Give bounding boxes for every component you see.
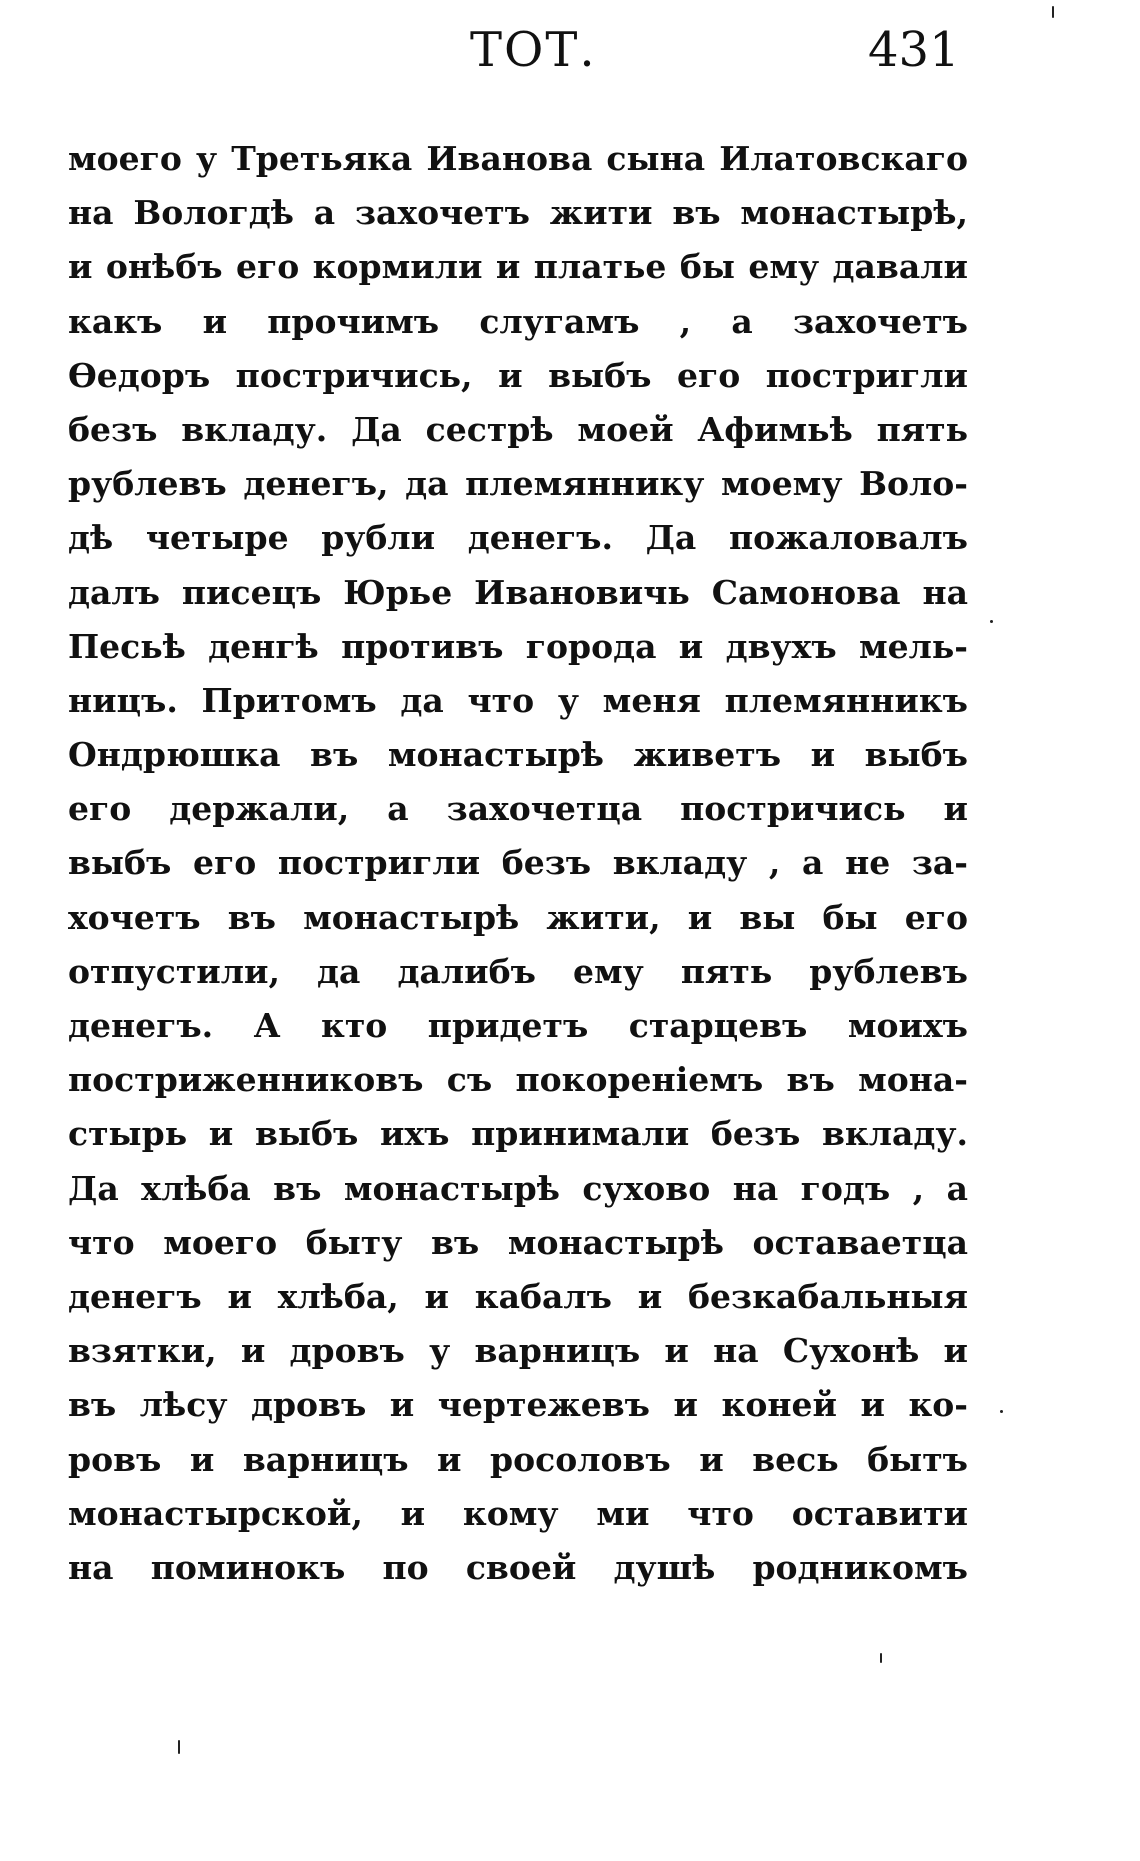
text-line: Да хлѣба въ монастырѣ сухово на годъ , а (68, 1168, 968, 1208)
text-line: денегъ и хлѣба, и кабалъ и безкабальныя (68, 1276, 968, 1316)
text-line: Өедоръ постричись, и выбъ его постригли (68, 355, 968, 395)
running-head: ТОТ. (470, 22, 597, 78)
text-line: выбъ его постригли безъ вкладу , а не за- (68, 843, 968, 883)
text-line: рублевъ денегъ, да племяннику моему Воло- (68, 464, 968, 504)
text-line: дѣ четыре рубли денегъ. Да пожаловалъ (68, 518, 968, 558)
page-number: 431 (868, 22, 960, 78)
body-text (68, 132, 968, 1595)
text-line: на поминокъ по своей душѣ родникомъ (68, 1547, 968, 1587)
text-line: на Вологдѣ а захочетъ жити въ монастырѣ, (68, 193, 968, 233)
scan-speck (1052, 6, 1054, 18)
scan-speck (880, 1653, 882, 1663)
text-line: безъ вкладу. Да сестрѣ моей Афимьѣ пять (68, 409, 968, 449)
text-line: и онѣбъ его кормили и платье бы ему давали (68, 247, 968, 287)
text-line: далъ писецъ Юрье Ивановичь Самонова на (68, 572, 968, 612)
text-line: моего у Третьяка Иванова сына Илатовскаго (68, 139, 968, 178)
text-line: Песьѣ денгѣ противъ города и двухъ мель- (68, 626, 968, 666)
text-line: хочетъ въ монастырѣ жити, и вы бы его (68, 897, 968, 937)
text-line: постриженниковъ съ покоренiемъ въ мона- (68, 1060, 968, 1100)
scan-speck (990, 620, 993, 623)
text-line: его держали, а захочетца постричись и (68, 789, 968, 829)
text-line: монастырской, и кому ми что оставити (68, 1493, 968, 1533)
text-line: въ лѣсу дровъ и чертежевъ и коней и ко- (68, 1385, 968, 1425)
text-line: ницъ. Притомъ да что у меня племянникъ (68, 680, 968, 720)
text-line: взятки, и дровъ у варницъ и на Сухонѣ и (68, 1331, 968, 1371)
text-line: денегъ. А кто придетъ старцевъ моихъ (68, 1006, 968, 1045)
text-line: Ондрюшка въ монастырѣ живетъ и выбъ (68, 735, 968, 775)
text-line: отпустили, да далибъ ему пять рублевъ (68, 951, 968, 991)
text-line: что моего быту въ монастырѣ оставаетца (68, 1222, 968, 1262)
text-line: стырь и выбъ ихъ принимали безъ вкладу. (68, 1114, 968, 1154)
text-line: ровъ и варницъ и росоловъ и весь бытъ (68, 1439, 968, 1479)
scan-speck (1000, 1410, 1003, 1413)
text-line: какъ и прочимъ слугамъ , а захочетъ (68, 301, 968, 341)
scan-speck (178, 1740, 180, 1754)
